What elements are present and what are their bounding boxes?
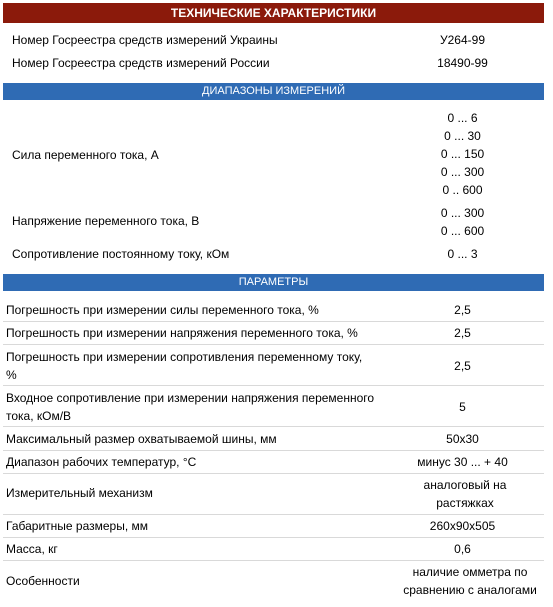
row-divider: [3, 426, 544, 427]
resistance-range-value: 0 ... 3: [447, 247, 478, 261]
param-label: Диапазон рабочих температур, °С: [6, 455, 197, 469]
param-label: Особенности: [6, 574, 80, 588]
param-label: Погрешность при измерении силы переменного тока, %: [6, 303, 319, 317]
resistance-range-label: Сопротивление постоянному току, кОм: [12, 247, 230, 261]
param-value: 50x30: [446, 432, 479, 446]
param-value: 0,6: [454, 542, 471, 556]
current-range-label: Сила переменного тока, А: [12, 148, 159, 162]
param-label: Измерительный механизм: [6, 486, 153, 500]
param-label: Погрешность при измерении сопротивления переменному току, %: [6, 350, 363, 382]
voltage-range-value: 0 ... 300: [440, 206, 485, 220]
param-value: минус 30 ... + 40: [417, 455, 508, 469]
row-divider: [3, 537, 544, 538]
param-value: 2,5: [454, 326, 471, 340]
param-value: 5: [459, 400, 466, 414]
registry-russia-label: Номер Госреестра средств измерений России: [12, 56, 270, 70]
param-label: Масса, кг: [6, 542, 58, 556]
param-label: Максимальный размер охватываемой шины, мм: [6, 432, 277, 446]
ranges-section-header: ДИАПАЗОНЫ ИЗМЕРЕНИЙ: [3, 83, 544, 100]
registry-russia-value: 18490-99: [437, 56, 488, 70]
current-range-value: 0 ... 150: [440, 147, 485, 161]
specs-header: ТЕХНИЧЕСКИЕ ХАРАКТЕРИСТИКИ: [3, 3, 544, 23]
params-section-header: ПАРАМЕТРЫ: [3, 274, 544, 291]
current-range-value: 0 ... 30: [444, 129, 481, 143]
param-value: 260x90x505: [429, 519, 496, 533]
row-divider: [3, 473, 544, 474]
registry-ukraine-label: Номер Госреестра средств измерений Украины: [12, 33, 278, 47]
row-divider: [3, 385, 544, 386]
row-divider: [3, 450, 544, 451]
voltage-range-label: Напряжение переменного тока, В: [12, 214, 200, 228]
param-value: наличие омметра по сравнению с аналогами: [403, 565, 537, 597]
param-value: аналоговый на растяжках: [423, 478, 507, 510]
param-value: 2,5: [454, 303, 471, 317]
row-divider: [3, 321, 544, 322]
param-value: 2,5: [454, 359, 471, 373]
current-range-value: 0 .. 600: [442, 183, 483, 197]
row-divider: [3, 560, 544, 561]
param-label: Входное сопротивление при измерении напряжения переменного тока, кОм/В: [6, 391, 375, 423]
row-divider: [3, 344, 544, 345]
registry-ukraine-value: У264-99: [440, 33, 485, 47]
param-label: Погрешность при измерении напряжения переменного тока, %: [6, 326, 358, 340]
current-range-value: 0 ... 300: [440, 165, 485, 179]
param-label: Габаритные размеры, мм: [6, 519, 149, 533]
voltage-range-value: 0 ... 600: [440, 224, 485, 238]
current-range-value: 0 ... 6: [447, 111, 478, 125]
row-divider: [3, 514, 544, 515]
